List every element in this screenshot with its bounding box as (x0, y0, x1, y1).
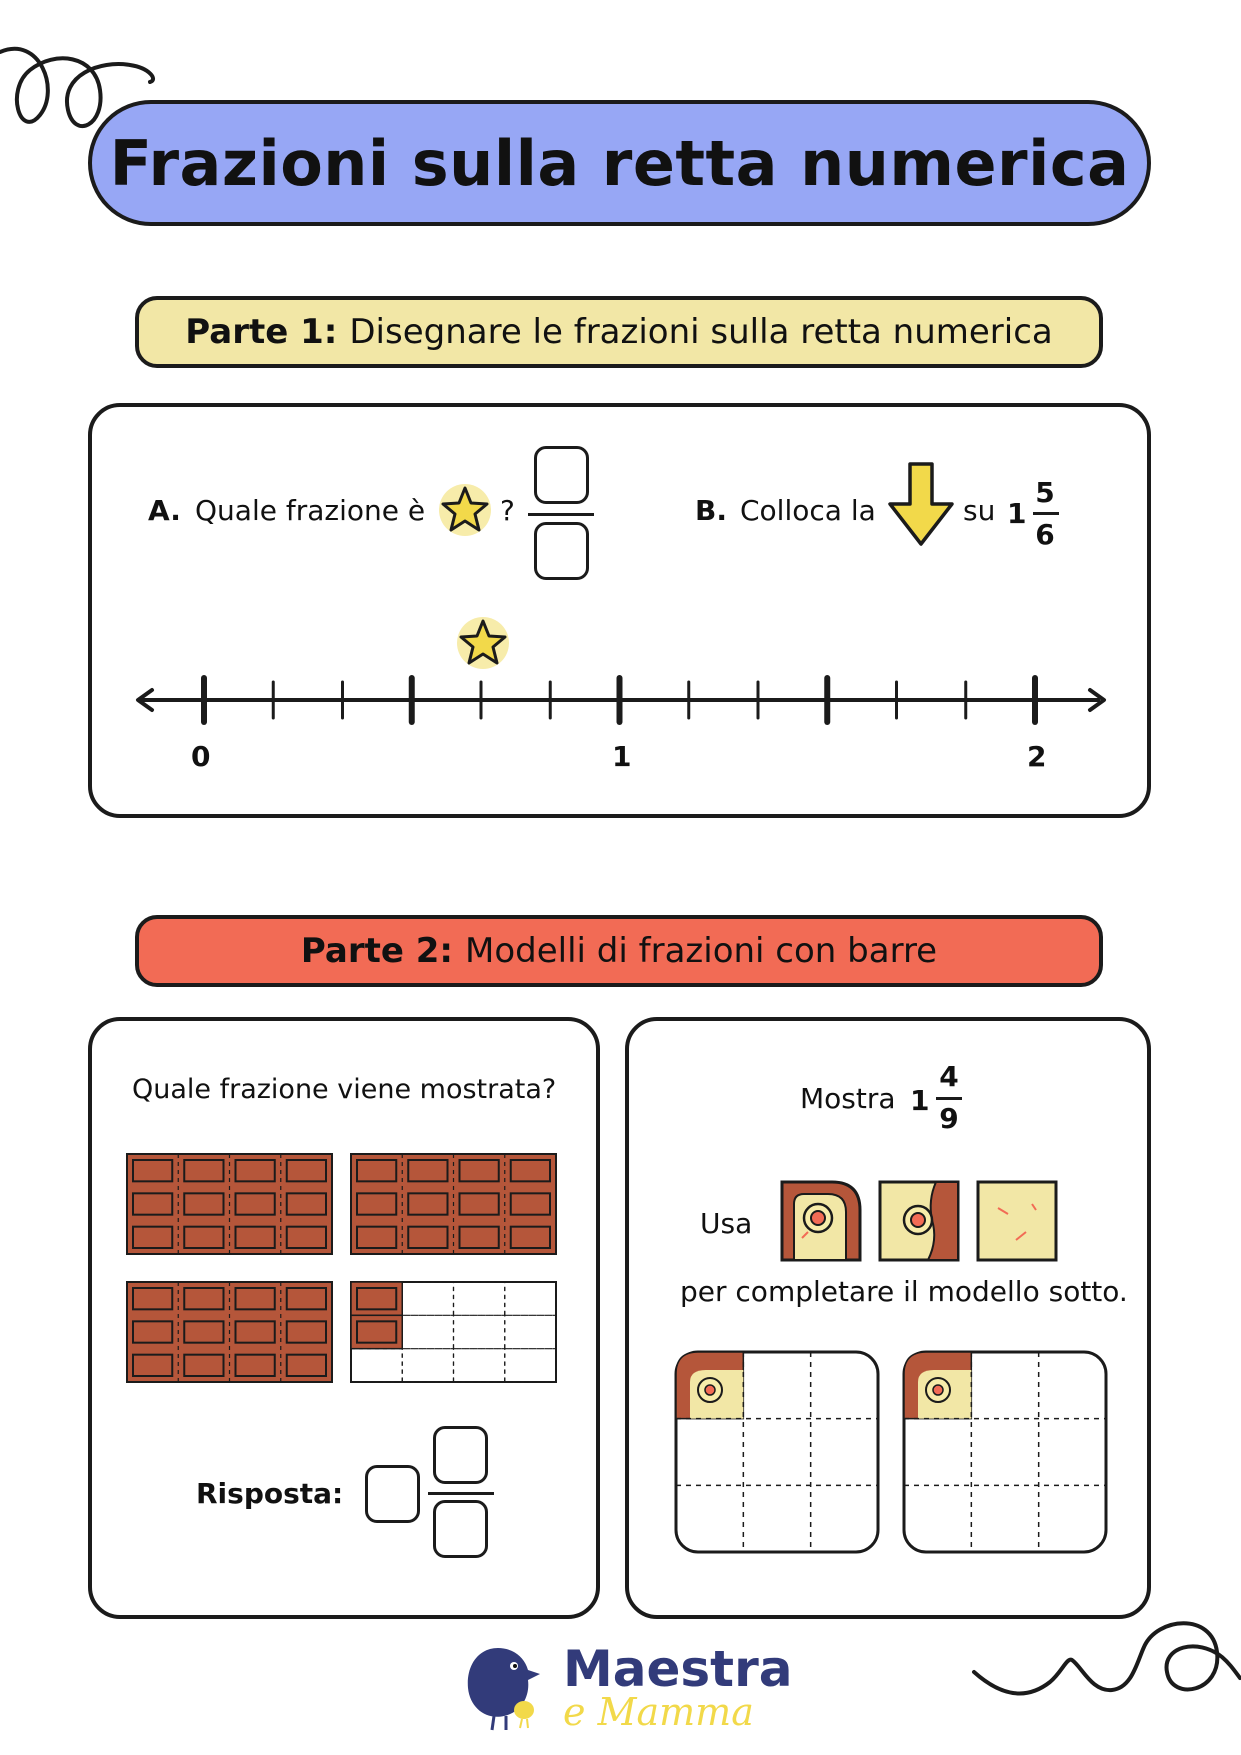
question-b-fraction-bar (1033, 512, 1059, 515)
chocolate-square (236, 1288, 275, 1309)
show-numerator: 4 (939, 1060, 959, 1093)
chocolate-square (133, 1193, 172, 1214)
chocolate-square (460, 1227, 499, 1248)
question-b-su: su (963, 494, 996, 527)
chocolate-square (357, 1160, 396, 1181)
star-icon (437, 482, 493, 538)
part2-left-question: Quale frazione viene mostrata? (132, 1074, 557, 1105)
chocolate-square (460, 1193, 499, 1214)
chocolate-square (236, 1227, 275, 1248)
chocolate-square (236, 1355, 275, 1376)
chocolate-square (236, 1321, 275, 1342)
chocolate-square (287, 1288, 326, 1309)
chocolate-square (287, 1355, 326, 1376)
swirl-bottom-right-icon (972, 1612, 1241, 1722)
logo-line2: e Mamma (563, 1690, 754, 1734)
chocolate-square (184, 1227, 223, 1248)
part1-header (135, 296, 1103, 368)
chocolate-square (511, 1193, 550, 1214)
chocolate-square (236, 1193, 275, 1214)
instruction-text: per completare il modello sotto. (680, 1275, 1128, 1308)
part2-text: Modelli di frazioni con barre (465, 931, 938, 971)
numerator-box[interactable] (534, 446, 589, 504)
question-b-numerator: 5 (1035, 476, 1055, 509)
show-fraction-bar (936, 1097, 962, 1100)
answer-numerator-box[interactable] (433, 1426, 488, 1484)
chocolate-square (511, 1227, 550, 1248)
question-b-text: Colloca la (740, 494, 876, 527)
question-b-letter: B. (695, 494, 727, 527)
chocolate-square (184, 1355, 223, 1376)
chocolate-square (236, 1160, 275, 1181)
page-title: Frazioni sulla retta numerica (109, 126, 1130, 200)
chocolate-square (133, 1321, 172, 1342)
question-a-mark: ? (500, 494, 515, 527)
toast-corner-icon (780, 1180, 862, 1262)
chocolate-square (184, 1160, 223, 1181)
chocolate-square (184, 1321, 223, 1342)
question-b-whole: 1 (1007, 497, 1027, 530)
chocolate-square (287, 1321, 326, 1342)
chocolate-square (287, 1227, 326, 1248)
chocolate-square (133, 1160, 172, 1181)
fraction-bar (528, 513, 594, 516)
number-line-label-0: 0 (191, 740, 211, 773)
chocolate-square (408, 1227, 447, 1248)
answer-whole-box[interactable] (365, 1465, 420, 1523)
chocolate-square (357, 1288, 396, 1309)
logo-line1: Maestra (563, 1640, 793, 1698)
chocolate-bars (127, 1154, 567, 1404)
part1-text: Disegnare le frazioni sulla retta numerica (349, 312, 1053, 352)
answer-fraction-bar (428, 1492, 494, 1495)
number-line-label-2: 2 (1027, 740, 1047, 773)
logo-bird-icon (458, 1640, 548, 1730)
chocolate-square (287, 1193, 326, 1214)
chocolate-square (408, 1160, 447, 1181)
chocolate-square (460, 1160, 499, 1181)
chocolate-square (184, 1288, 223, 1309)
chocolate-square (408, 1193, 447, 1214)
part2-label: Parte 2: (300, 931, 453, 971)
chocolate-square (357, 1321, 396, 1342)
toast-edge-icon (878, 1180, 960, 1262)
chocolate-square (357, 1227, 396, 1248)
use-label: Usa (700, 1207, 753, 1240)
chocolate-square (287, 1160, 326, 1181)
toast-grids (672, 1348, 1132, 1558)
part2-header (135, 915, 1103, 987)
chocolate-square (133, 1355, 172, 1376)
question-b-denominator: 6 (1035, 518, 1055, 551)
part1-label: Parte 1: (185, 312, 338, 352)
show-denominator: 9 (939, 1102, 959, 1135)
down-arrow-icon (886, 462, 956, 548)
answer-denominator-box[interactable] (433, 1500, 488, 1558)
question-a-letter: A. (148, 494, 181, 527)
denominator-box[interactable] (534, 522, 589, 580)
show-whole: 1 (910, 1084, 930, 1117)
chocolate-square (357, 1193, 396, 1214)
question-a-text: Quale frazione è (195, 494, 426, 527)
chocolate-square (133, 1227, 172, 1248)
chocolate-square (133, 1288, 172, 1309)
answer-label: Risposta: (196, 1477, 344, 1510)
number-line-label-1: 1 (612, 740, 632, 773)
toast-center-icon (976, 1180, 1058, 1262)
show-label: Mostra (800, 1082, 896, 1115)
chocolate-square (184, 1193, 223, 1214)
title-banner (88, 100, 1151, 226)
chocolate-square (511, 1160, 550, 1181)
